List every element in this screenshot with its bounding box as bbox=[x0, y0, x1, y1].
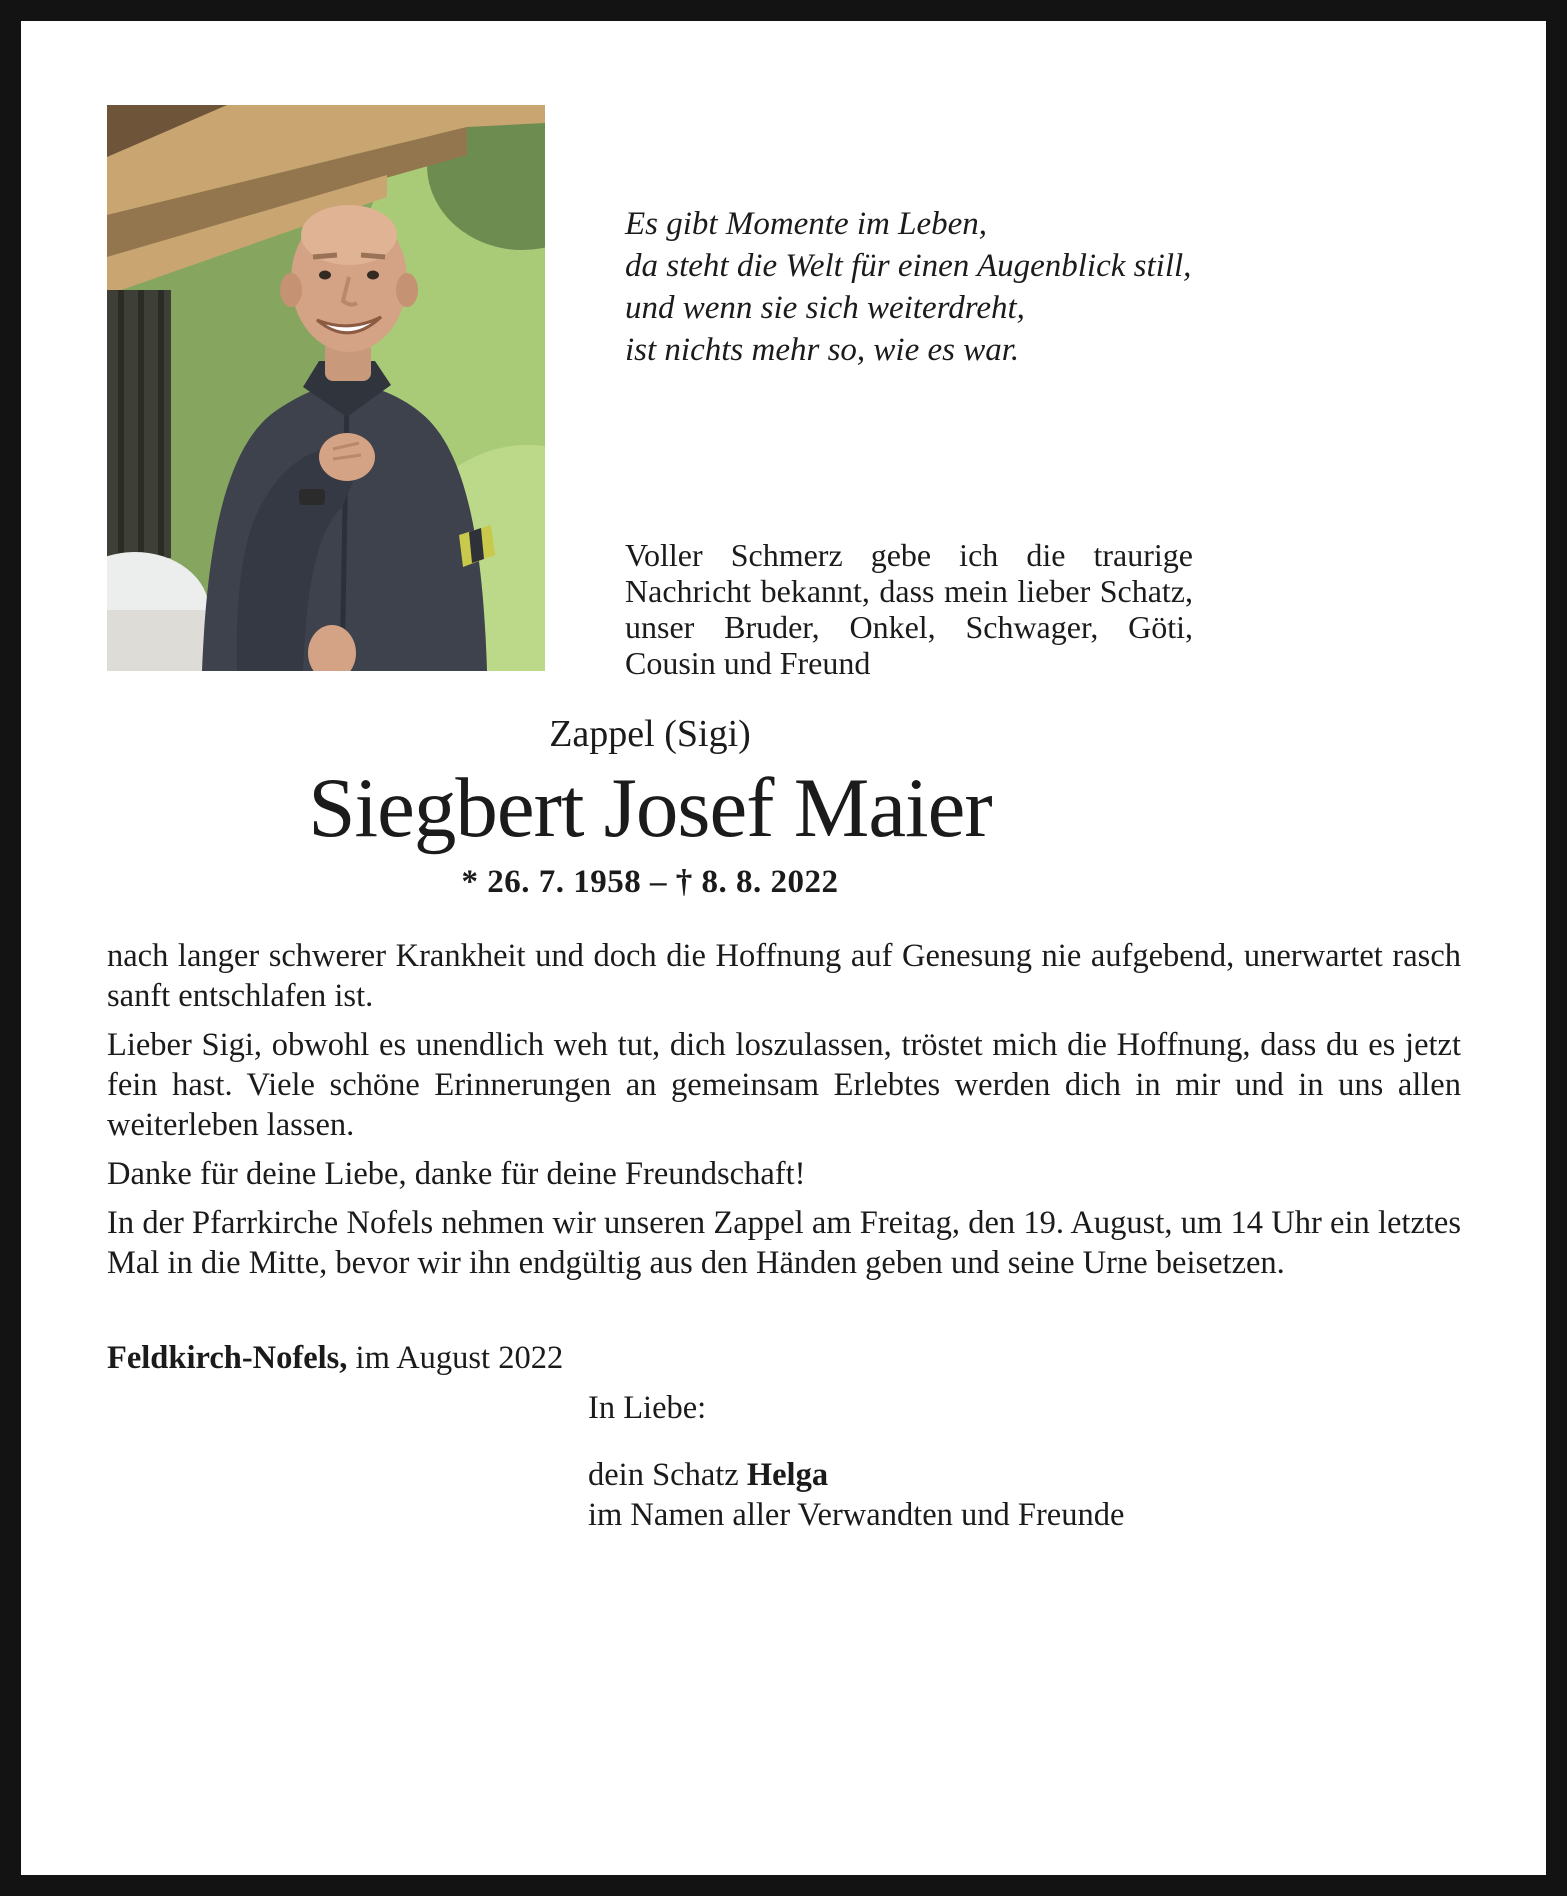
portrait-photo-image bbox=[107, 105, 545, 671]
life-dates: * 26. 7. 1958 – † 8. 8. 2022 bbox=[461, 864, 839, 900]
closing-relatives-line: im Namen aller Verwandten und Freunde bbox=[588, 1497, 1125, 1533]
deceased-name: Siegbert Josef Maier bbox=[308, 761, 992, 855]
body-paragraph: nach langer schwerer Krankheit und doch die Hoffnung auf Genesung nie aufgebend, unerwartet rasch sanft entschlafen ist. bbox=[107, 938, 1461, 1014]
body-paragraph: Lieber Sigi, obwohl es unendlich weh tut, dich loszulassen, tröstet mich die Hoffnung, dass du es jetzt fein hast. Viele schöne Erinnerungen an gemeinsam Erlebtes werden dich in mir und in uns allen weiterleben lassen. bbox=[107, 1027, 1461, 1143]
quote-line: da steht die Welt für einen Augenblick still, bbox=[625, 248, 1192, 284]
helga-name: Helga bbox=[746, 1457, 829, 1493]
memorial-quote bbox=[625, 203, 1191, 371]
closing-block bbox=[588, 1388, 1124, 1535]
memorial-header bbox=[107, 710, 1193, 901]
body-paragraph: Danke für deine Liebe, danke für deine Freundschaft! bbox=[107, 1156, 806, 1192]
closing-schatz-prefix: dein Schatz bbox=[588, 1457, 747, 1493]
quote-line: ist nichts mehr so, wie es war. bbox=[625, 332, 1020, 368]
quote-line: und wenn sie sich weiterdreht, bbox=[625, 290, 1025, 326]
obituary-body bbox=[107, 936, 1461, 1292]
dateline-date: im August 2022 bbox=[347, 1340, 564, 1376]
body-paragraph: In der Pfarrkirche Nofels nehmen wir unseren Zappel am Freitag, den 19. August, um 14 Uhr ein letztes Mal in die Mitte, bevor wir ihn endgültig aus den Händen geben und seine Urne beisetzen. bbox=[107, 1205, 1461, 1281]
nickname: Zappel (Sigi) bbox=[549, 713, 751, 755]
announcement-text: Voller Schmerz gebe ich die traurige Nachricht bekannt, dass mein lieber Schatz, unser Bruder, Onkel, Schwager, Göti, Cousin und Freund bbox=[625, 537, 1193, 681]
closing-salutation: In Liebe: bbox=[588, 1390, 707, 1426]
portrait-photo bbox=[107, 105, 545, 671]
closing-schatz-line bbox=[588, 1455, 1124, 1495]
dateline bbox=[107, 1338, 563, 1378]
quote-line: Es gibt Momente im Leben, bbox=[625, 206, 988, 242]
dateline-place: Feldkirch-Nofels, bbox=[107, 1340, 348, 1376]
